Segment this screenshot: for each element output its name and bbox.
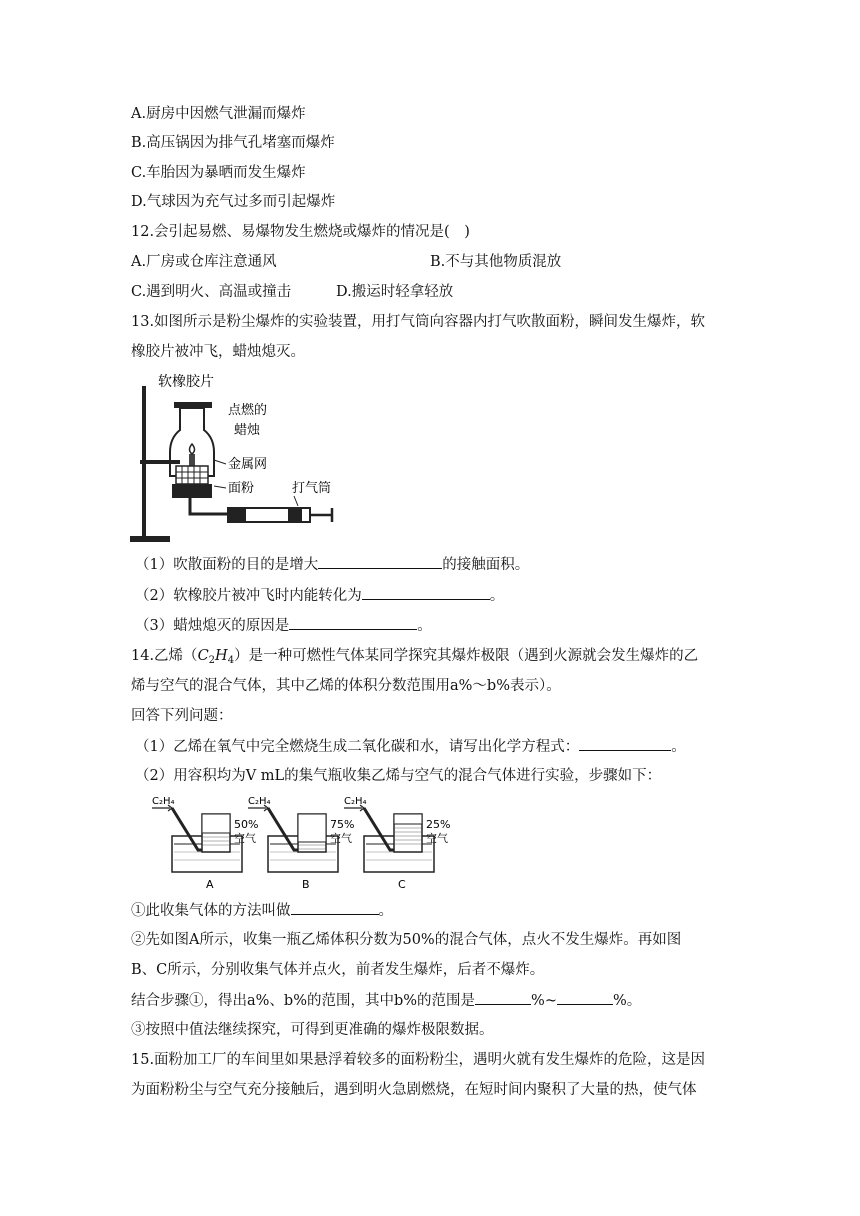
setup-a-percent: 50% xyxy=(234,818,259,831)
q14-step1-answer-blank[interactable] xyxy=(291,900,379,915)
flour-chamber xyxy=(172,484,212,498)
dust-explosion-apparatus-figure xyxy=(128,368,348,550)
q11-option-b: B.高压锅因为排气孔堵塞而爆炸 xyxy=(131,135,335,151)
q14-stem-line1: 14.乙烯$(C_2H_4)$是一种可燃性气体某同学探究其爆炸极限（遇到火源就会发生爆炸的乙 xyxy=(131,648,699,666)
setup-b-air: 空气 xyxy=(330,832,352,845)
setup-b-percent: 75% xyxy=(330,818,355,831)
q12-stem: 12.会引起易燃、易爆物发生燃烧或爆炸的情况是( ) xyxy=(131,224,470,240)
q13-sub2-answer-blank[interactable] xyxy=(362,585,490,600)
label-flour: 面粉 xyxy=(228,481,255,496)
setup-a-air: 空气 xyxy=(234,832,256,845)
q13-sub2: （2）软橡胶片被冲飞时内能转化为 。 xyxy=(135,585,504,606)
q14-stem-line2: 烯与空气的混合气体，其中乙烯的体积分数范围用a%～b%表示）。 xyxy=(131,678,561,694)
q12-option-b: B.不与其他物质混放 xyxy=(430,254,562,270)
setup-c-gas-label: C₂H₄ xyxy=(344,796,367,807)
q15-line1: 15.面粉加工厂的车间里如果悬浮着较多的面粉粉尘，遇明火就有发生爆炸的危险，这是因 xyxy=(131,1052,706,1068)
metal-mesh xyxy=(176,466,208,484)
q14-answer-prompt: 回答下列问题： xyxy=(131,708,233,724)
setup-c-air: 空气 xyxy=(426,832,448,845)
q13-sub3-answer-blank[interactable] xyxy=(289,615,417,630)
stand-base xyxy=(130,536,170,542)
setup-c-percent: 25% xyxy=(426,818,451,831)
q14-step2-line3: 结合步骤①，得出a%、b%的范围，其中b%的范围是 %~ %。 xyxy=(131,990,641,1011)
q13-sub1-answer-blank[interactable] xyxy=(318,554,442,569)
q11-option-c: C.车胎因为暴晒而发生爆炸 xyxy=(131,165,306,181)
q13-sub1: （1）吹散面粉的目的是增大 的接触面积。 xyxy=(135,554,529,575)
q11-option-a: A.厨房中因燃气泄漏而爆炸 xyxy=(131,106,306,122)
q14-b-lower-blank[interactable] xyxy=(475,990,531,1005)
setup-b-label: B xyxy=(302,878,310,891)
q11-option-d: D.气球因为充气过多而引起爆炸 xyxy=(131,194,336,210)
stand-clamp xyxy=(140,460,180,464)
label-pump: 打气筒 xyxy=(292,481,332,496)
q12-option-a: A.厂房或仓库注意通风 xyxy=(131,254,277,270)
setup-a xyxy=(152,796,258,891)
air-pipe xyxy=(190,498,228,514)
setup-a-label: A xyxy=(206,878,214,891)
q14-sub2: （2）用容积均为V mL的集气瓶收集乙烯与空气的混合气体进行实验，步骤如下： xyxy=(135,768,662,784)
q14-step2-line1: ②先如图A所示，收集一瓶乙烯体积分数为50%的混合气体，点火不发生爆炸。再如图 xyxy=(131,932,682,948)
candle-flame xyxy=(190,444,195,454)
q13-stem-line2: 橡胶片被冲飞，蜡烛熄灭。 xyxy=(131,344,305,360)
q14-sub1: （1）乙烯在氧气中完全燃烧生成二氧化碳和水，请写出化学方程式： 。 xyxy=(135,736,686,757)
pump-handle xyxy=(310,508,332,522)
setup-b xyxy=(248,796,354,891)
q14-b-upper-blank[interactable] xyxy=(557,990,613,1005)
setup-c-label: C xyxy=(398,878,406,891)
q12-option-d: D.搬运时轻拿轻放 xyxy=(336,284,454,300)
label-candle-line1: 点燃的 xyxy=(228,403,268,418)
q13-stem-line1: 13.如图所示是粉尘爆炸的实验装置，用打气筒向容器内打气吹散面粉，瞬间发生爆炸，软 xyxy=(131,314,706,330)
setup-b-gas-label: C₂H₄ xyxy=(248,796,271,807)
q12-option-c: C.遇到明火、高温或撞击 xyxy=(131,284,292,300)
setup-c xyxy=(344,796,450,891)
q15-line2: 为面粉粉尘与空气充分接触后，遇到明火急剧燃烧，在短时间内聚积了大量的热，使气体 xyxy=(131,1082,697,1098)
ethylene-collection-figure xyxy=(148,792,451,892)
setup-a-gas-label: C₂H₄ xyxy=(152,796,175,807)
q14-step2-line2: B、C所示，分别收集气体并点火，前者发生爆炸，后者不爆炸。 xyxy=(131,962,545,978)
q14-step1: ①此收集气体的方法叫做 。 xyxy=(131,900,393,921)
q14-sub1-answer-blank[interactable] xyxy=(579,736,671,751)
q13-sub3: （3）蜡烛熄灭的原因是 。 xyxy=(135,615,432,636)
q14-step3: ③按照中值法继续探究，可得到更准确的爆炸极限数据。 xyxy=(131,1022,494,1038)
label-rubber-sheet: 软橡胶片 xyxy=(158,374,214,390)
label-candle-line2: 蜡烛 xyxy=(234,423,261,438)
label-metal-mesh: 金属网 xyxy=(228,457,268,472)
